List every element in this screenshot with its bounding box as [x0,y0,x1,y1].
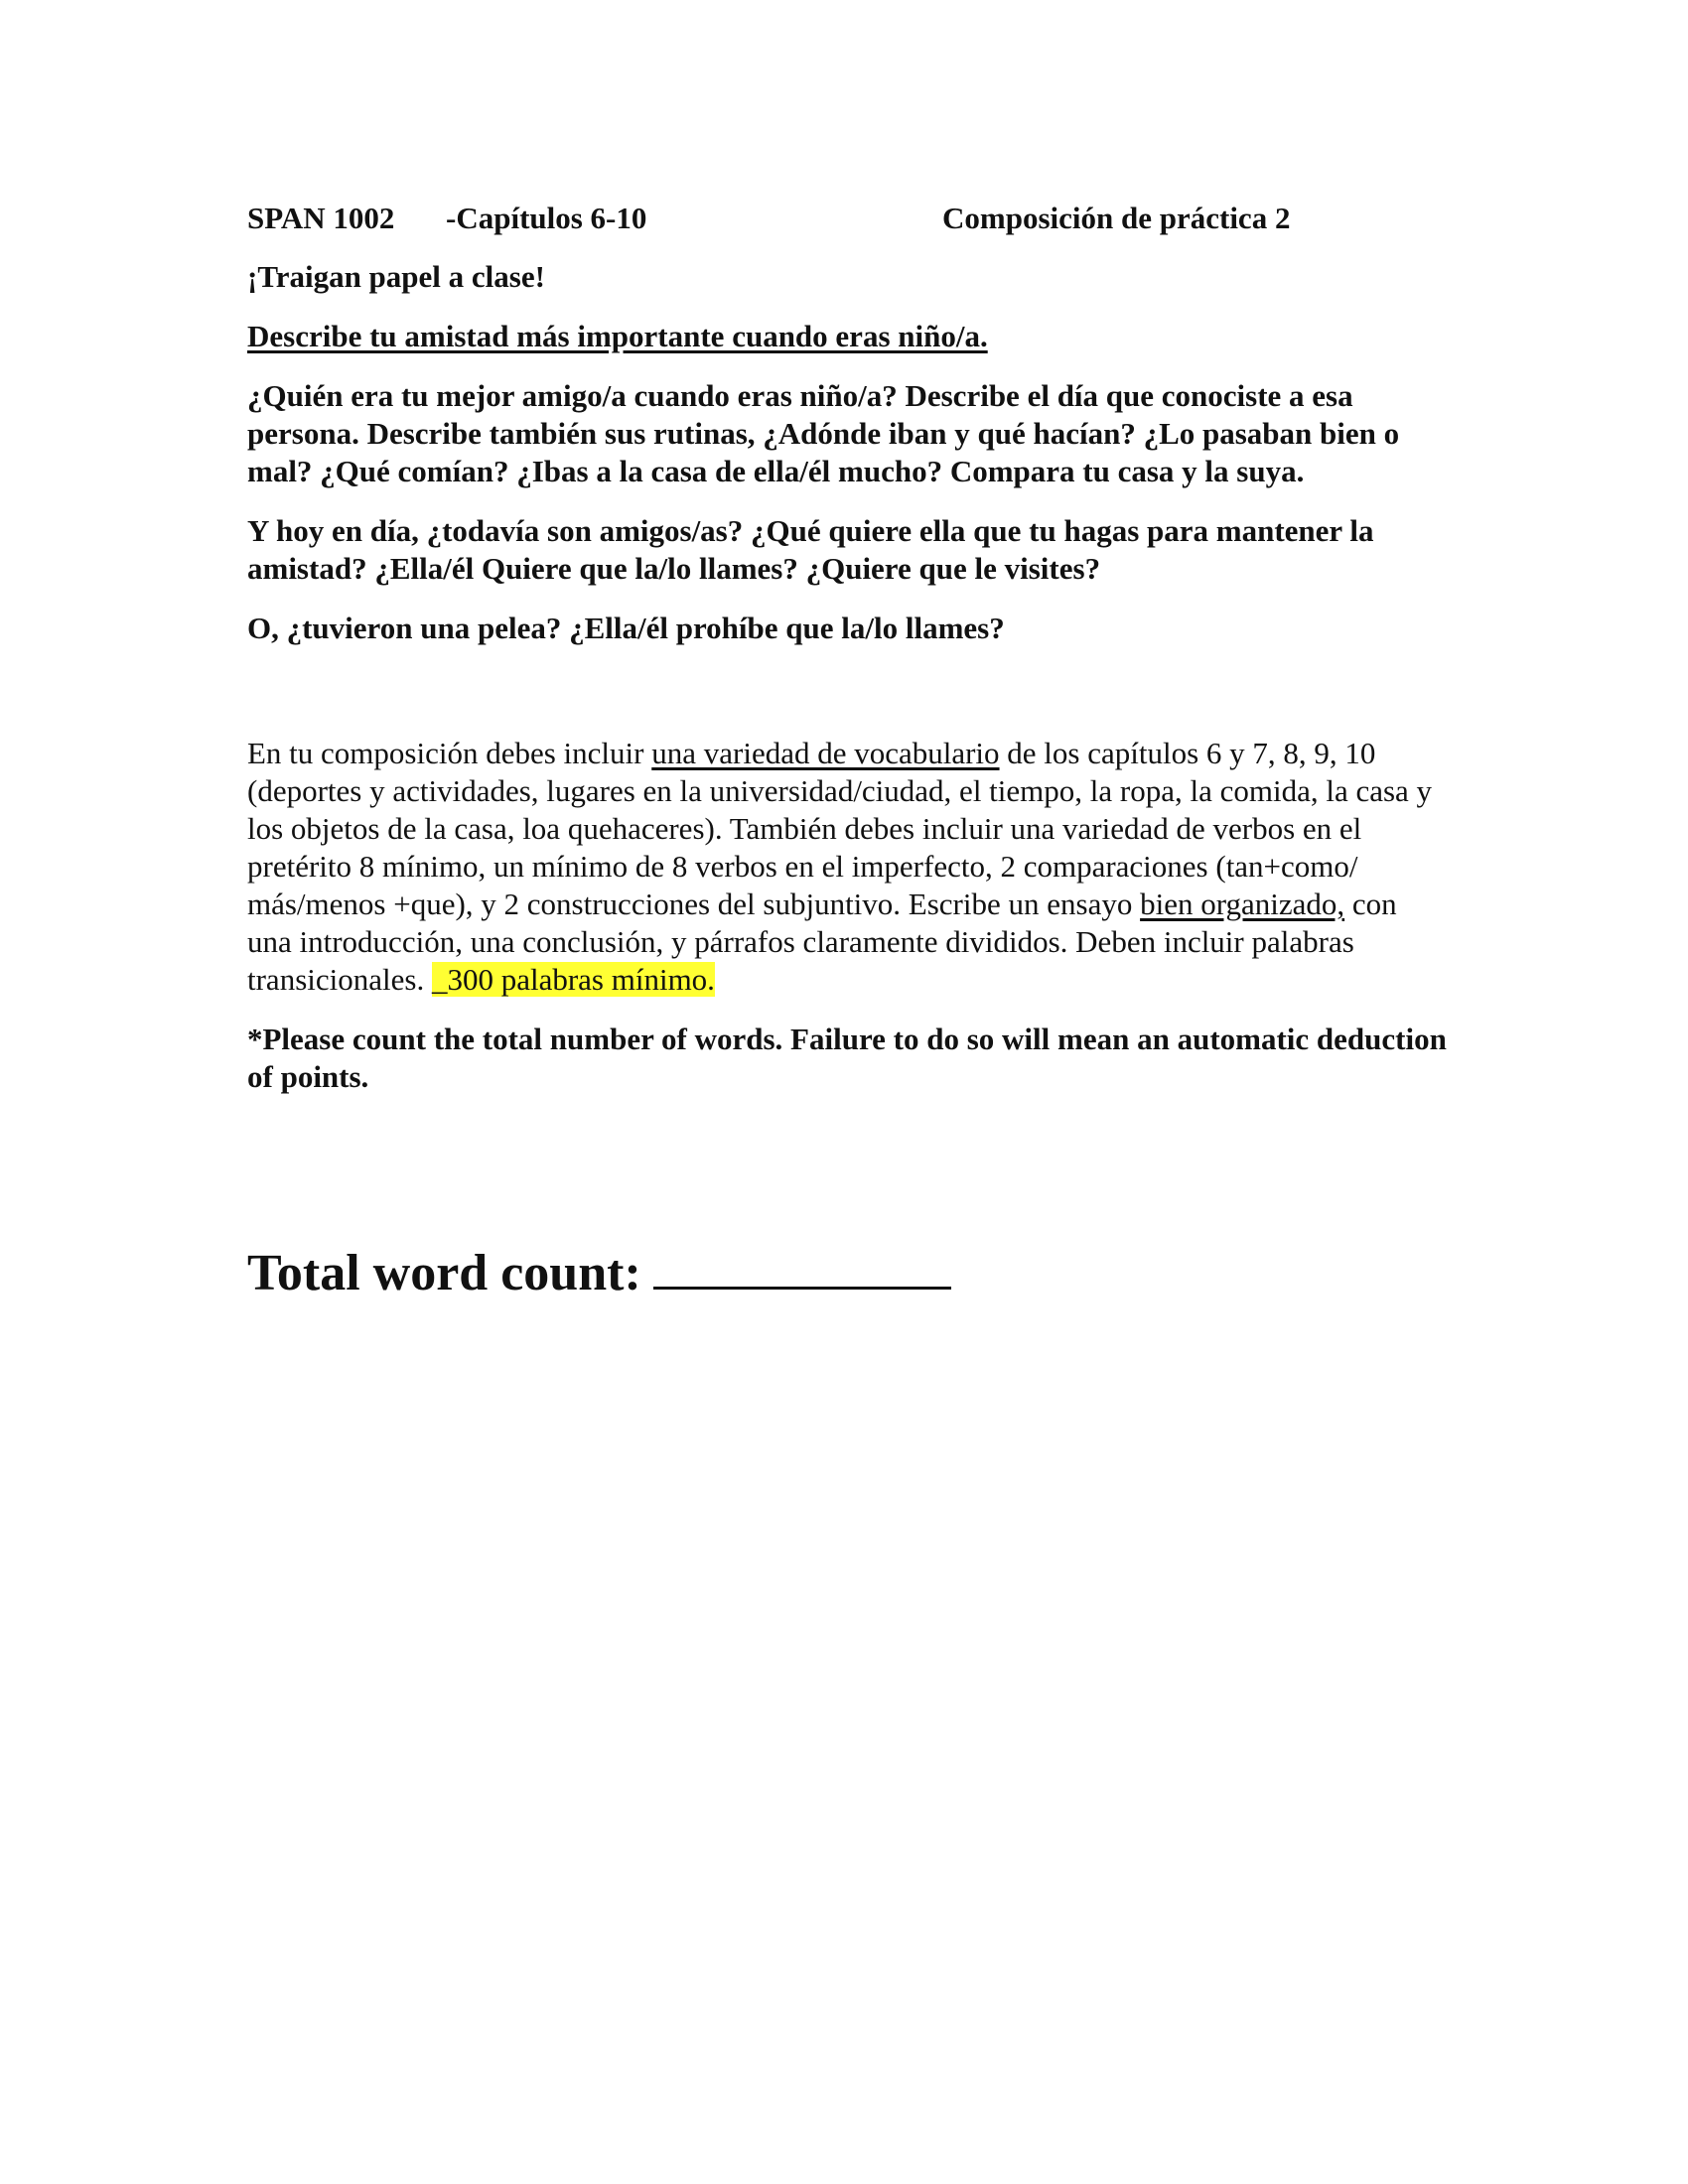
document-header [247,195,1449,242]
word-count-label: Total word count: [247,1245,641,1301]
question-paragraph-1: ¿Quién era tu mejor amigo/a cuando eras niño/a? Describe el día que conociste a esa persona. Describe también sus rutinas, ¿Adónde iban y qué hacían? ¿Lo pasaban bien o mal? ¿Qué comían? ¿Ibas a la casa de ella/él mucho? Compara tu casa y la suya. [247,378,1400,488]
instructions-paragraph [247,735,1449,999]
prompt-title: Describe tu amistad más importante cuando eras niño/a. [247,319,988,353]
instructions-text-2: de los capítulos 6 y 7, 8, 9, 10 (deportes y actividades, lugares en la universidad/ciudad, el tiempo, la ropa, la comida, la casa y los objetos de la casa, loa quehaceres). También debes incluir una variedad de verbos en el pretérito 8 mínimo, un mínimo de 8 verbos en el imperfecto, 2 comparaciones (tan+como/ más/menos +que), y 2 construcciones del subjuntivo. Escribe un ensayo [247,736,1433,921]
bring-paper-notice: ¡Traigan papel a clase! [247,259,545,294]
question-paragraph-3: O, ¿tuvieron una pelea? ¿Ella/él prohíbe que la/lo llames? [247,611,1005,645]
organization-emphasis: bien organizado, [1140,887,1345,921]
assignment-title: Composición de práctica 2 [942,201,1291,235]
course-code: SPAN 1002 [247,201,395,235]
word-count-note: *Please count the total number of words. Failure to do so will mean an automatic deduction of points. [247,1022,1447,1094]
word-count-blank [653,1243,951,1290]
instructions-text-3: con una introducción, una conclusión, y párrafos claramente divididos. Deben incluir palabras transicionales. [247,887,1397,997]
question-paragraph-2: Y hoy en día, ¿todavía son amigos/as? ¿Qué quiere ella que tu hagas para mantener la amistad? ¿Ella/él Quiere que la/lo llames? ¿Quiere que le visites? [247,513,1374,586]
word-minimum-highlight: _300 palabras mínimo. [431,962,715,997]
document-content [247,195,1449,1303]
instructions-text-1: En tu composición debes incluir [247,736,652,770]
word-count-line [247,1243,1449,1303]
vocabulary-emphasis: una variedad de vocabulario [651,736,1000,770]
chapter-range: -Capítulos 6-10 [446,201,647,235]
